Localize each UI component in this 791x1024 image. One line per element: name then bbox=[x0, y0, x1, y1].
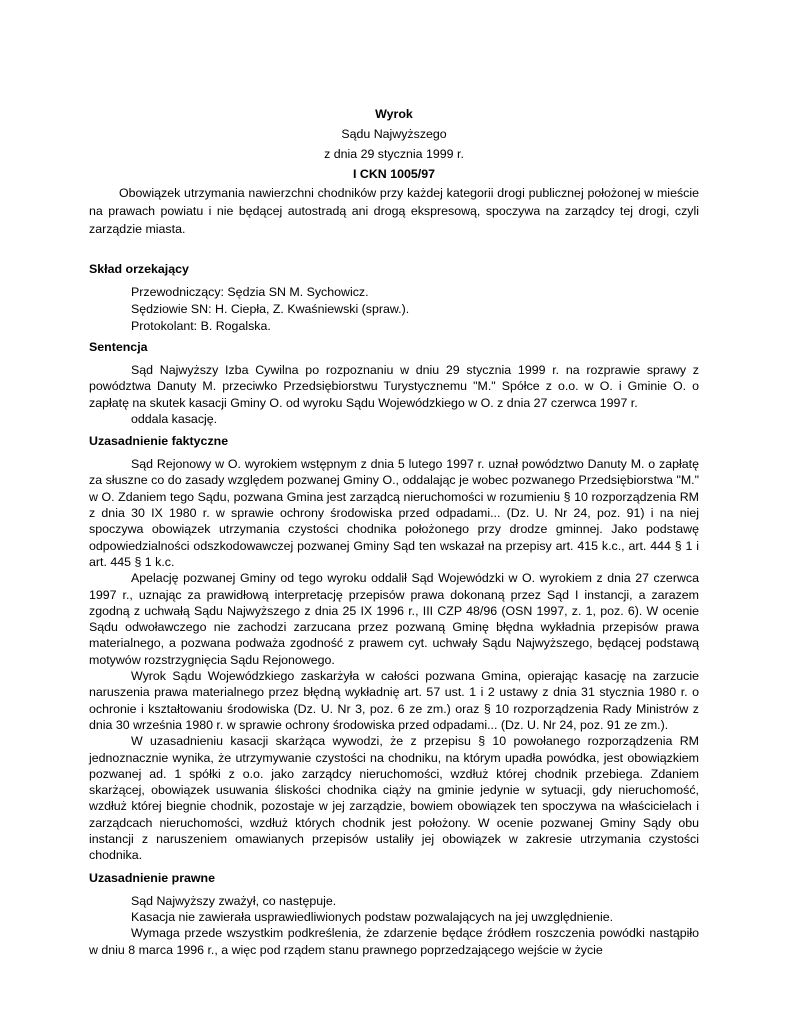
panel-judges: Sędziowie SN: H. Ciepła, Z. Kwaśniewski (spraw.). bbox=[131, 302, 410, 316]
law-line: Kasacja nie zawierała usprawiedliwionych podstaw pozwalających na jej uwzględnienie. bbox=[131, 909, 614, 924]
panel-heading: Skład orzekający bbox=[89, 262, 189, 276]
law-paragraph: Wymaga przede wszystkim podkreślenia, że zdarzenie będące źródłem roszczenia powódki nastąpiło w dniu 8 marca 1996 r., a więc pod rządem stanu prawnego poprzedzającego wejście w życie bbox=[89, 926, 699, 957]
facts-paragraph: Wyrok Sądu Wojewódzkiego zaskarżyła w całości pozwana Gmina, opierając kasację na zarzucie naruszenia prawa materialnego przez błędną wykładnię art. 57 ust. 1 i 2 ustawy z dnia 31 stycznia 1980 r. o ochronie i kształtowaniu środowiska (Dz. U. Nr 3, poz. 6 ze zm.) oraz § 10 rozporządzenia Rady Ministrów z dnia 30 września 1980 r. w sprawie ochrony środowiska przed odpadami... (Dz. U. Nr 24, poz. 91 ze zm.). bbox=[89, 669, 699, 732]
facts-paragraph: W uzasadnieniu kasacji skarżąca wywodzi, że z przepisu § 10 powołanego rozporządzenia RM jednoznacznie wynika, że utrzymywanie czystości na chodniku, na którym upadła powódka, jest obowiązkiem pozwanej ad. 1 spółki z o.o. jako zarządcy nieruchomości, wzdłuż której chodnik przebiega. Zdaniem skarżącej, obowiązek usuwania śliskości chodnika ciąży na gminie jedynie w sytuacji, gdy nieruchomość, wzdłuż której biegnie chodnik, pozostaje w jej zarządzie, bowiem obowiązek ten spoczywa na właścicielach i zarządcach nieruchomości, wzdłuż których chodnik jest położony. W ocenie pozwanej Gminy Sądy obu instancji z naruszeniem omawianych przepisów ustaliły jej obowiązek w zakresie utrzymania czystości chodnika. bbox=[89, 734, 699, 863]
facts-paragraph: Apelację pozwanej Gminy od tego wyroku oddalił Sąd Wojewódzki w O. wyrokiem z dnia 27 czerwca 1997 r., uznając za prawidłową interpretację przepisów prawa dokonaną przez Sąd I instancji, a zarazem zgodną z uchwałą Sądu Najwyższego z dnia 25 IX 1996 r., III CZP 48/96 (OSN 1997, z. 1, poz. 6). W ocenie Sądu odwoławczego nie zachodzi zarzucana przez pozwaną Gminę błędna wykładnia przepisów prawa materialnego, a pozwana podważa zgodność z prawem cyt. uchwały Sądu Najwyższego, będącej podstawą motywów rozstrzygnięcia Sądu Rejonowego. bbox=[89, 571, 699, 667]
document-title: Wyrok bbox=[375, 107, 413, 121]
thesis-paragraph: Obowiązek utrzymania nawierzchni chodników przy każdej kategorii drogi publicznej położonej w mieście na prawach powiatu i nie będącej autostradą ani drogą ekspresową, spoczywa na zarządcy tej drogi, czyli zarządzie miasta. bbox=[89, 186, 699, 236]
law-line: Sąd Najwyższy zważył, co następuje. bbox=[131, 893, 337, 908]
sentence-text: Sąd Najwyższy Izba Cywilna po rozpoznaniu w dniu 29 stycznia 1999 r. na rozprawie sprawy z powództwa Danuty M. przeciwko Przedsiębiorstwu Turystycznemu "M." Spółce z o.o. w O. i Gminie O. o zapłatę na skutek kasacji Gminy O. od wyroku Sądu Wojewódzkiego w O. z dnia 27 czerwca 1997 r. bbox=[89, 363, 699, 410]
panel-clerk: Protokolant: B. Rogalska. bbox=[131, 319, 271, 333]
document-body bbox=[89, 104, 699, 958]
panel-composition bbox=[131, 284, 699, 335]
court-name: Sądu Najwyższego bbox=[341, 127, 447, 141]
facts-heading: Uzasadnienie faktyczne bbox=[89, 434, 229, 449]
panel-chair: Przewodniczący: Sędzia SN M. Sychowicz. bbox=[131, 285, 369, 299]
law-heading: Uzasadnienie prawne bbox=[89, 870, 216, 885]
case-signature: I CKN 1005/97 bbox=[353, 167, 435, 181]
sentence-ruling: oddala kasację. bbox=[131, 411, 218, 426]
judgment-date: z dnia 29 stycznia 1999 r. bbox=[324, 147, 464, 161]
facts-paragraph: Sąd Rejonowy w O. wyrokiem wstępnym z dnia 5 lutego 1997 r. uznał powództwo Danuty M. o zapłatę za słuszne co do zasady względem pozwanej Gminy O., oddalając je wobec pozwanego Przedsiębiorstwa "M." w O. Zdaniem tego Sądu, pozwana Gmina jest zarządcą nieruchomości w rozumieniu § 10 rozporządzenia RM z dnia 30 IX 1980 r. w sprawie ochrony środowiska przed odpadami... (Dz. U. Nr 24, poz. 91) i na niej spoczywa obowiązek utrzymania czystości chodnika położonego przy drodze gminnej. Jako podstawę odpowiedzialności odszkodowawczej pozwanej Gminy Sąd ten wskazał na przepisy art. 415 k.c., art. 444 § 1 i art. 445 § 1 k.c. bbox=[89, 457, 699, 569]
sentence-heading: Sentencja bbox=[89, 340, 148, 354]
